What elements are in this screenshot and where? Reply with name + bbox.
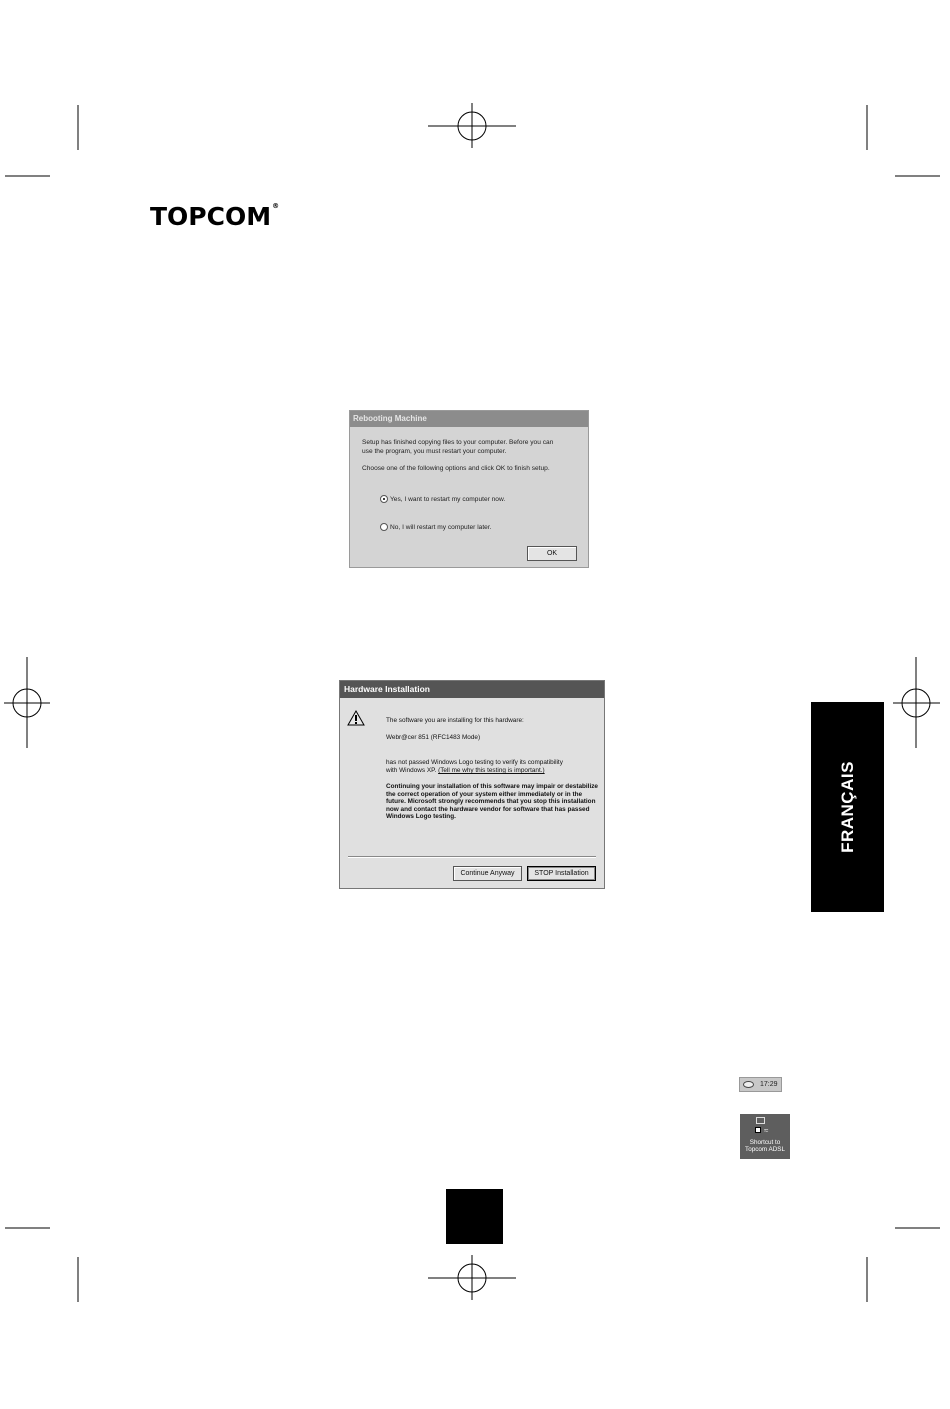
tray-clock: 17:29 [760,1081,778,1088]
hw-warning-text: Continuing your installation of this software may impair or destabilize the correct operation of your system either immediately or in the future. Microsoft strongly recommends that you stop this installation now and contact the hardware vendor for software that has passed Windows Logo testing. [386,783,598,820]
network-tray-icon[interactable] [743,1081,754,1088]
ok-button[interactable]: OK [527,546,577,561]
stop-installation-button[interactable]: STOP Installation [527,866,596,881]
reboot-message-line1: Setup has finished copying files to your computer. Before you can [362,439,554,446]
dialog-title: Rebooting Machine [350,411,588,427]
topcom-logo [150,202,279,231]
restart-now-label[interactable]: Yes, I want to restart my computer now. [390,496,506,503]
hardware-installation-dialog [339,680,605,889]
system-tray [739,1077,782,1092]
topcom-adsl-shortcut[interactable] [740,1114,790,1159]
page-number-box [446,1189,503,1244]
shortcut-label [740,1139,790,1153]
shortcut-arrow-icon [755,1127,761,1133]
connection-icon: ≈ [764,1126,769,1135]
shortcut-label-line2: Topcom ADSL [745,1146,785,1153]
dialog-title: Hardware Installation [340,681,604,698]
hw-logo-line2-prefix: with Windows XP. [386,767,439,774]
why-testing-link[interactable]: (Tell me why this testing is important.) [438,767,545,774]
registered-mark: ® [272,202,280,210]
hw-logo-line2 [386,767,545,775]
computer-icon [756,1117,765,1124]
restart-now-radio[interactable] [380,495,388,503]
reboot-message-line2: use the program, you must restart your computer. [362,448,507,455]
hw-logo-line1: has not passed Windows Logo testing to verify its compatibility [386,759,563,766]
restart-later-label[interactable]: No, I will restart my computer later. [390,524,492,531]
logo-text: TOPCOM [150,202,272,231]
shortcut-label-line1: Shortcut to [749,1139,781,1146]
dialog-separator [348,856,596,858]
language-tab [811,702,884,912]
warning-icon [347,710,365,726]
hw-device-name: Webr@cer 851 (RFC1483 Mode) [386,734,481,741]
rebooting-machine-dialog [349,410,589,568]
language-label: FRANÇAIS [837,761,857,853]
restart-later-radio[interactable] [380,523,388,531]
continue-anyway-button[interactable]: Continue Anyway [453,866,522,881]
hw-intro: The software you are installing for this hardware: [386,717,524,724]
reboot-instruction: Choose one of the following options and click OK to finish setup. [362,465,550,472]
